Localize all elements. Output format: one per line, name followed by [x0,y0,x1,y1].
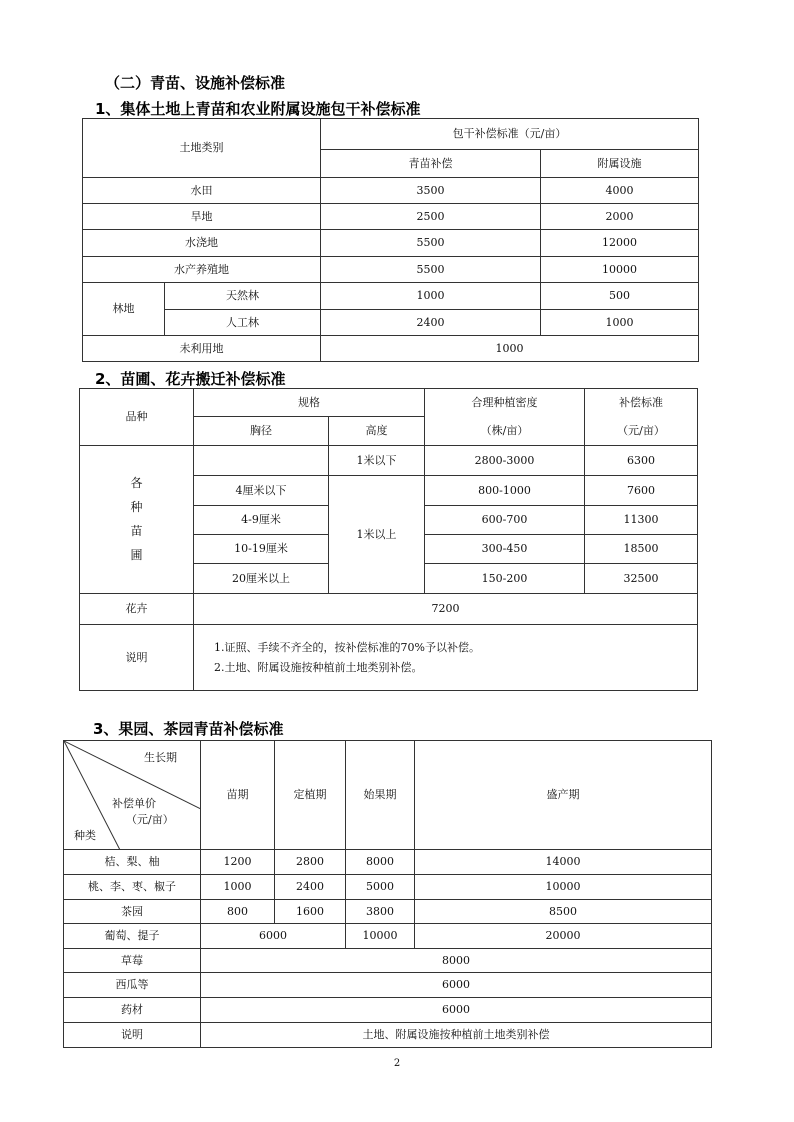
table-row [64,924,712,949]
table-row [83,204,699,230]
nursery-char: 各 [130,476,143,490]
seedling-value: 5500 [321,230,541,257]
notes-label: 说明 [80,625,194,691]
header-spec: 规格 [194,389,425,417]
standard-value: 18500 [585,535,698,564]
value-cell: 1000 [201,875,275,900]
value-cell: 10000 [415,875,712,900]
density-value: 150-200 [425,564,585,594]
value-cell: 5000 [346,875,415,900]
land-type-cell: 天然林 [165,283,321,310]
table-row [64,998,712,1023]
value-cell: 1600 [275,900,346,924]
table-row [83,336,699,362]
land-type-cell: 未利用地 [83,336,321,362]
table-row [80,446,698,476]
table-row [83,257,699,283]
land-type-cell: 旱地 [83,204,321,230]
nursery-char: 苗 [130,524,143,538]
height-below-cell: 1米以下 [329,446,425,476]
land-type-cell: 水产养殖地 [83,257,321,283]
standard-value: 32500 [585,564,698,594]
header-initial-fruit: 始果期 [346,741,415,850]
diameter-cell: 10-19厘米 [194,535,329,564]
value-cell: 3800 [346,900,415,924]
header-variety: 品种 [80,389,194,446]
nursery-char: 圃 [130,548,143,562]
header-full-production: 盛产期 [415,741,712,850]
nursery-char: 种 [130,500,143,514]
value-cell: 2800 [275,850,346,875]
table2-title: 2、苗圃、花卉搬迁补偿标准 [95,370,286,388]
diagonal-header-cell [64,741,201,850]
table-row [83,310,699,336]
species-cell: 西瓜等 [64,973,201,998]
value-cell: 6000 [201,924,346,949]
table-row [64,973,712,998]
table-row [64,900,712,924]
facility-value: 2000 [541,204,699,230]
facility-value: 12000 [541,230,699,257]
density-value: 300-450 [425,535,585,564]
header-seedling-period: 苗期 [201,741,275,850]
diameter-cell: 20厘米以上 [194,564,329,594]
note-line: 1.证照、手续不齐全的，按补偿标准的70%予以补偿。 [214,640,480,654]
diameter-cell [194,446,329,476]
diameter-cell: 4-9厘米 [194,506,329,535]
density-value: 2800-3000 [425,446,585,476]
flowers-label: 花卉 [80,594,194,625]
species-cell: 草莓 [64,949,201,973]
standard-value: 7600 [585,476,698,506]
header-standard [585,389,698,446]
header-density [425,389,585,446]
header-height: 高度 [329,417,425,446]
density-unit: （株/亩） [480,423,529,437]
standard-value: 6300 [585,446,698,476]
density-value: 800-1000 [425,476,585,506]
land-type-cell: 水田 [83,178,321,204]
density-value: 600-700 [425,506,585,535]
facility-value: 1000 [541,310,699,336]
diameter-cell: 4厘米以下 [194,476,329,506]
seedling-value: 2500 [321,204,541,230]
seedling-value: 2400 [321,310,541,336]
table3-title: 3、果园、茶园青苗补偿标准 [93,720,284,738]
flowers-value: 7200 [194,594,698,625]
notes-content [194,625,698,691]
growth-period-label: 生长期 [144,751,177,764]
value-cell: 10000 [346,924,415,949]
table-row [64,1023,712,1048]
notes-label: 说明 [64,1023,201,1048]
density-label: 合理种植密度 [471,396,538,410]
table-row [83,230,699,257]
table-row [83,283,699,310]
value-cell: 6000 [201,998,712,1023]
header-land-type: 土地类别 [83,119,321,178]
species-cell: 桃、李、枣、椒子 [64,875,201,900]
species-cell: 药材 [64,998,201,1023]
value-cell: 2400 [275,875,346,900]
value-cell: 8000 [346,850,415,875]
page-number: 2 [393,1058,401,1069]
value-cell: 800 [201,900,275,924]
height-above-cell: 1米以上 [329,476,425,594]
table-row [64,875,712,900]
species-cell: 葡萄、提子 [64,924,201,949]
species-label: 种类 [74,829,96,842]
value-cell: 8500 [415,900,712,924]
value-cell: 8000 [201,949,712,973]
standard-label: 补偿标准 [619,396,663,410]
land-compensation-table [82,118,699,362]
seedling-value: 3500 [321,178,541,204]
nursery-compensation-table [79,388,698,691]
header-diameter: 胸径 [194,417,329,446]
table-row [80,625,698,691]
forest-label: 林地 [83,283,165,336]
table1-title: 1、集体土地上青苗和农业附属设施包干补偿标准 [95,100,421,118]
combined-value: 1000 [321,336,699,362]
value-cell: 1200 [201,850,275,875]
seedling-value: 1000 [321,283,541,310]
header-seedling: 青苗补偿 [321,150,541,178]
value-cell: 14000 [415,850,712,875]
orchard-compensation-table [63,740,712,1048]
species-cell: 茶园 [64,900,201,924]
standard-unit: （元/亩） [617,423,665,437]
land-type-cell: 人工林 [165,310,321,336]
unit-label: （元/亩） [126,813,174,826]
table-row [80,594,698,625]
header-facility: 附属设施 [541,150,699,178]
section-title: （二）青苗、设施补偿标准 [105,74,286,92]
nursery-label [80,446,194,594]
notes-content: 土地、附属设施按种植前土地类别补偿 [201,1023,712,1048]
header-standard: 包干补偿标准（元/亩） [321,119,699,150]
note-line: 2.土地、附属设施按种植前土地类别补偿。 [214,660,423,674]
table-row [64,850,712,875]
table-row [83,178,699,204]
value-cell: 6000 [201,973,712,998]
seedling-value: 5500 [321,257,541,283]
value-cell: 20000 [415,924,712,949]
table-row [64,949,712,973]
facility-value: 10000 [541,257,699,283]
standard-value: 11300 [585,506,698,535]
land-type-cell: 水浇地 [83,230,321,257]
unit-price-label: 补偿单价 [112,797,156,810]
header-planting-period: 定植期 [275,741,346,850]
facility-value: 500 [541,283,699,310]
species-cell: 桔、梨、柚 [64,850,201,875]
facility-value: 4000 [541,178,699,204]
